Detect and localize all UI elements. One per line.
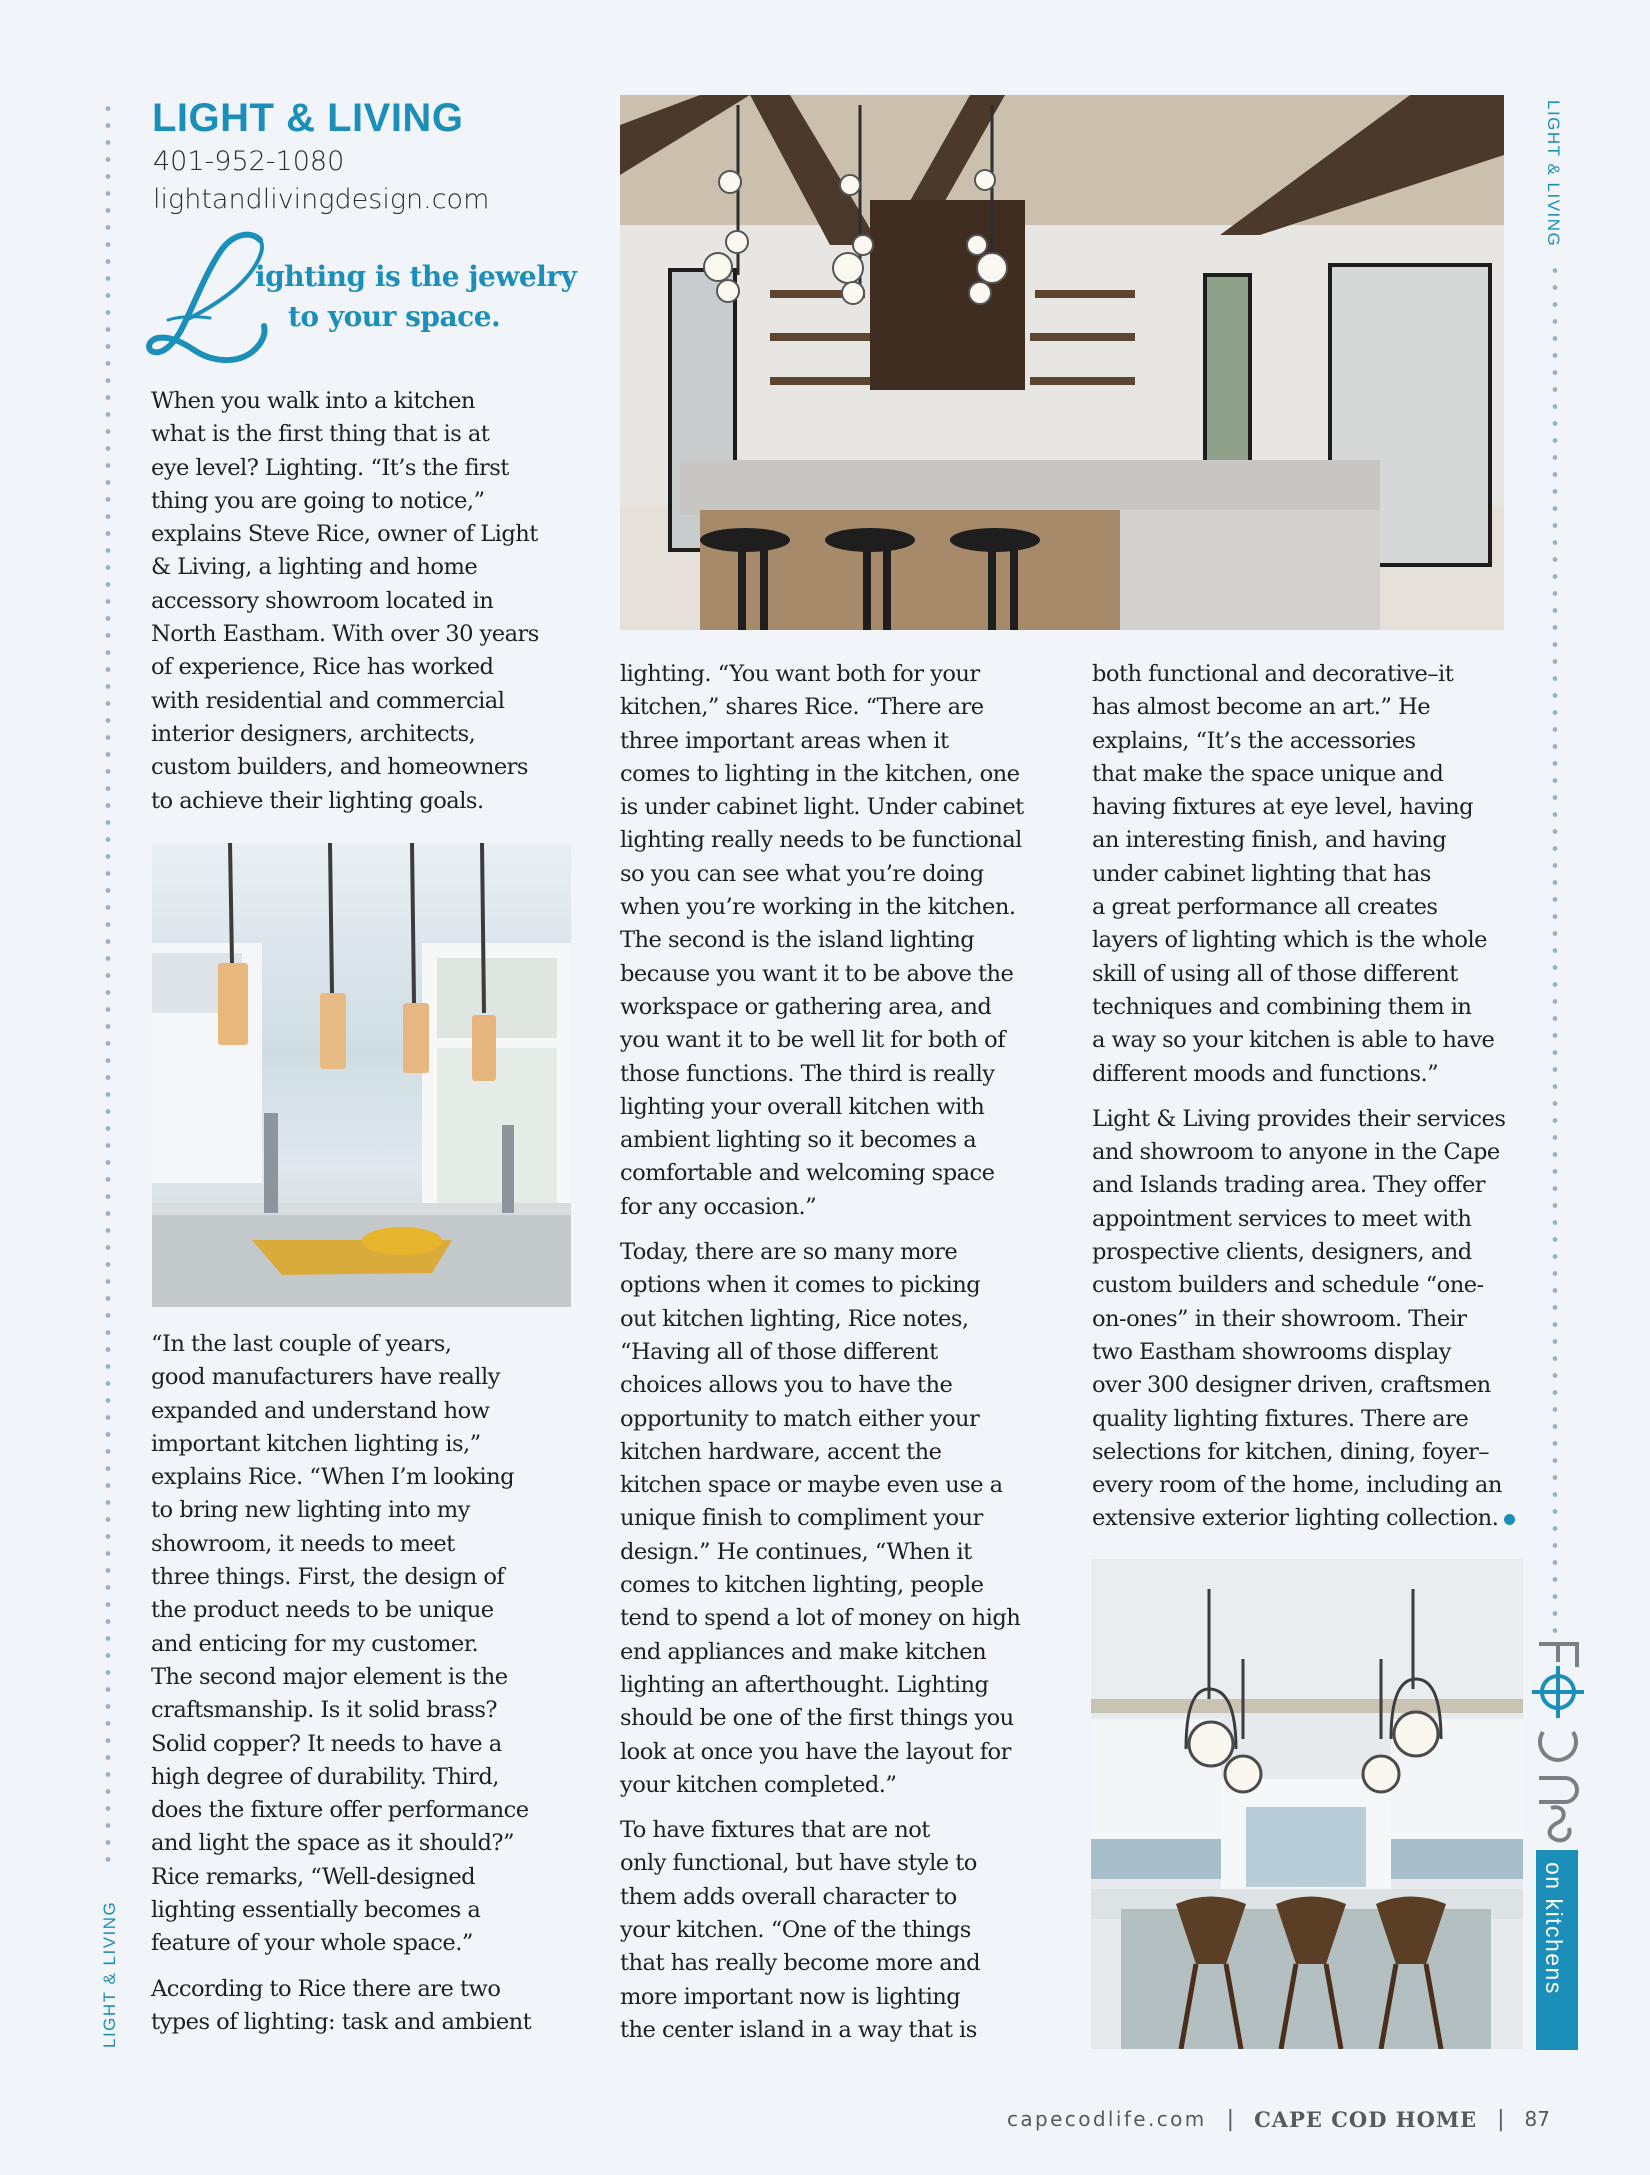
side-label-top-right: LIGHT & LIVING [1544,100,1563,248]
paragraph: Today, there are so many more options when it comes to picking out kitchen lighting, Rice notes, “Having all of those different choices allows you to have the opportunity to match either your kitchen hardware, accent the kitchen space or maybe even use a unique finish to compliment your design.” He continues, “When it comes to kitchen lighting, people tend to spend a lot of money on high end appliances and make kitchen lighting an afterthought. Lighting should be one of the first things you look at once you have the layout for your kitchen completed.” [620,1239,1021,1798]
article-column-2 [620,658,1065,2047]
website-link[interactable]: lightandlivingdesign.com [153,184,490,215]
article-column-1-bottom [151,1328,591,2039]
footer-separator: | [1497,2106,1505,2132]
photo-kitchen-island [1091,1559,1523,2049]
paragraph: According to Rice there are two types of lighting: task and ambient [151,1975,532,2035]
on-kitchens-badge [1536,1850,1578,2050]
page-number: 87 [1524,2107,1550,2131]
article-column-3 [1092,658,1537,1536]
on-kitchens-text: on kitchens [1541,1862,1567,1995]
photo-pendant-lights [152,843,571,1307]
phone-number: 401-952-1080 [153,146,345,177]
photo-kitchen-main [620,95,1504,630]
paragraph: lighting. “You want both for your kitchen,” shares Rice. “There are three important areas when it comes to lighting in the kitchen, one is under cabinet light. Under cabinet lighting really needs to be functional so you can see what you’re doing when you’re working in the kitchen. The second is the island lighting because you want it to be above the workspace or gathering area, and you want it to be well lit for both of those functions. The third is really lighting your overall kitchen with ambient lighting so it becomes a comfortable and welcoming space for any occasion.” [620,661,1024,1220]
paragraph: both functional and decorative–it has almost become an art.” He explains, “It’s the accessories that make the space unique and having fixtures at eye level, having an interesting finish, and having under cabinet lighting that has a great performance all creates layers of lighting which is the whole skill of using all of those different techniques and combining them in a way so your kitchen is able to have different moods and functions.” [1092,661,1495,1087]
brand-title: LIGHT & LIVING [152,96,464,140]
paragraph: When you walk into a kitchen what is the first thing that is at eye level? Lighting. “It’s the first thing you are going to notice,” explains Steve Rice, owner of Light & Living, a lighting and home accessory showroom located in North Eastham. With over 30 years of experience, Rice has worked with residential and commercial interior designers, architects, custom builders, and homeowners to achieve their lighting goals. [151,388,539,814]
footer-site[interactable]: capecodlife.com [1006,2107,1207,2131]
left-dotted-rule [105,100,111,1870]
footer-separator: | [1226,2106,1235,2132]
page-footer [960,2104,1550,2134]
right-dotted-rule [1552,262,1558,1642]
tagline [140,228,580,368]
end-mark-icon [1504,1514,1515,1525]
paragraph-text: Light & Living provides their services and showroom to anyone in the Cape and Islands trading area. They offer appointment services to meet with prospective clients, designers, and custom builders and schedule “one- on-ones” in their showroom. Their two Eastham showrooms display over 300 designer driven, craftsmen quality lighting fixtures. There are selections for kitchen, dining, foyer– every room of the home, including an extensive exterior lighting collection. [1092,1105,1506,1532]
tagline-line-2: to your space. [288,300,501,333]
paragraph: To have fixtures that are not only functional, but have style to them adds overall character to your kitchen. “One of the things that has really become more and more important now is lighting the center island in a way that is [620,1817,981,2043]
footer-magazine-name: CAPE COD HOME [1254,2106,1478,2132]
tagline-line-1: ighting is the jewelry [255,260,577,293]
paragraph [1092,1103,1537,1536]
article-column-1-top [151,385,591,818]
focus-on-kitchens-logo [1529,1640,1585,2050]
decorative-initial-l [140,228,280,368]
paragraph: “In the last couple of years, good manufacturers have really expanded and understand how important kitchen lighting is,” explains Rice. “When I’m looking to bring new lighting into my showroom, it needs to meet three things. First, the design of the product needs to be unique and enticing for my customer. The second major element is the craftsmanship. Is it solid brass? Solid copper? It needs to have a high degree of durability. Third, does the fixture offer performance and light the space as it should?” Rice remarks, “Well-designed lighting essentially becomes a feature of your whole space.” [151,1331,529,1957]
side-label-bottom-left: LIGHT & LIVING [100,1900,119,2048]
